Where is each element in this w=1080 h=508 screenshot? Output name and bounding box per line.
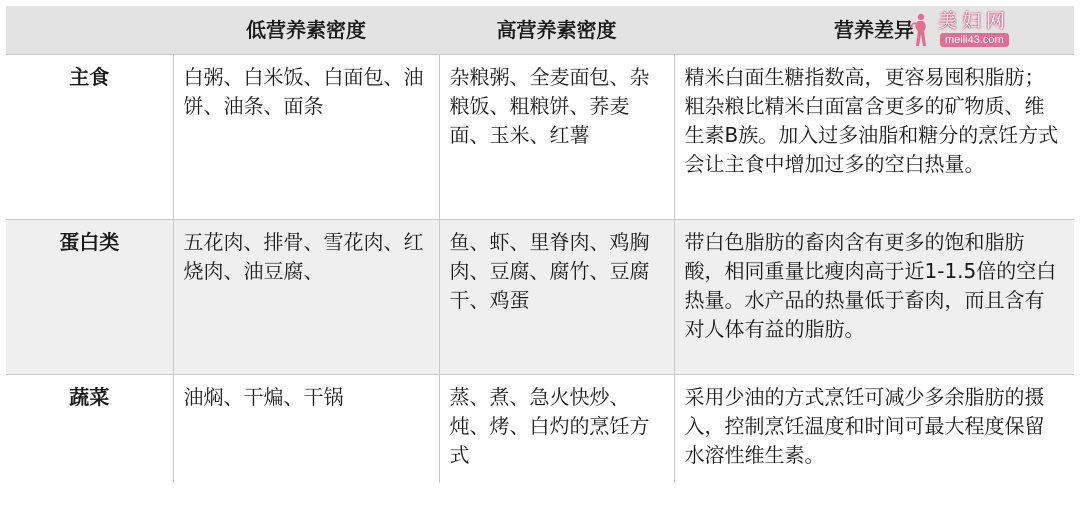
row-category: 蔬菜	[6, 375, 173, 484]
table-row	[6, 55, 1074, 220]
watermark-url: meili43.com	[940, 33, 1009, 47]
watermark-title: 美妇网	[938, 10, 1011, 32]
low-density-cell: 五花肉、排骨、雪花肉、红烧肉、油豆腐、	[173, 220, 439, 375]
difference-cell: 精米白面生糖指数高，更容易囤积脂肪；粗杂粮比精米白面富含更多的矿物质、维生素B族。加入过多油脂和糖分的烹饪方式会让主食中增加过多的空白热量。	[674, 55, 1074, 220]
table-row	[6, 220, 1074, 375]
site-watermark	[904, 8, 1032, 52]
high-density-cell: 蒸、煮、急火快炒、炖、烤、白灼的烹饪方式	[439, 375, 674, 484]
header-category	[6, 6, 173, 55]
low-density-cell: 白粥、白米饭、白面包、油饼、油条、面条	[173, 55, 439, 220]
header-low-density: 低营养素密度	[173, 6, 439, 55]
difference-cell: 带白色脂肪的畜肉含有更多的饱和脂肪酸，相同重量比瘦肉高于近1-1.5倍的空白热量。水产品的热量低于畜肉，而且含有对人体有益的脂肪。	[674, 220, 1074, 375]
table-row	[6, 375, 1074, 484]
nutrition-density-table	[6, 6, 1074, 483]
row-category: 蛋白类	[6, 220, 173, 375]
woman-silhouette-icon	[908, 12, 932, 48]
header-high-density: 高营养素密度	[439, 6, 674, 55]
low-density-cell: 油焖、干煸、干锅	[173, 375, 439, 484]
header-nutrition-difference: 营养差异	[674, 6, 1074, 55]
high-density-cell: 鱼、虾、里脊肉、鸡胸肉、豆腐、腐竹、豆腐干、鸡蛋	[439, 220, 674, 375]
difference-cell: 采用少油的方式烹饪可减少多余脂肪的摄入，控制烹饪温度和时间可最大程度保留水溶性维生素。	[674, 375, 1074, 484]
high-density-cell: 杂粮粥、全麦面包、杂粮饭、粗粮饼、荞麦面、玉米、红薯	[439, 55, 674, 220]
row-category: 主食	[6, 55, 173, 220]
